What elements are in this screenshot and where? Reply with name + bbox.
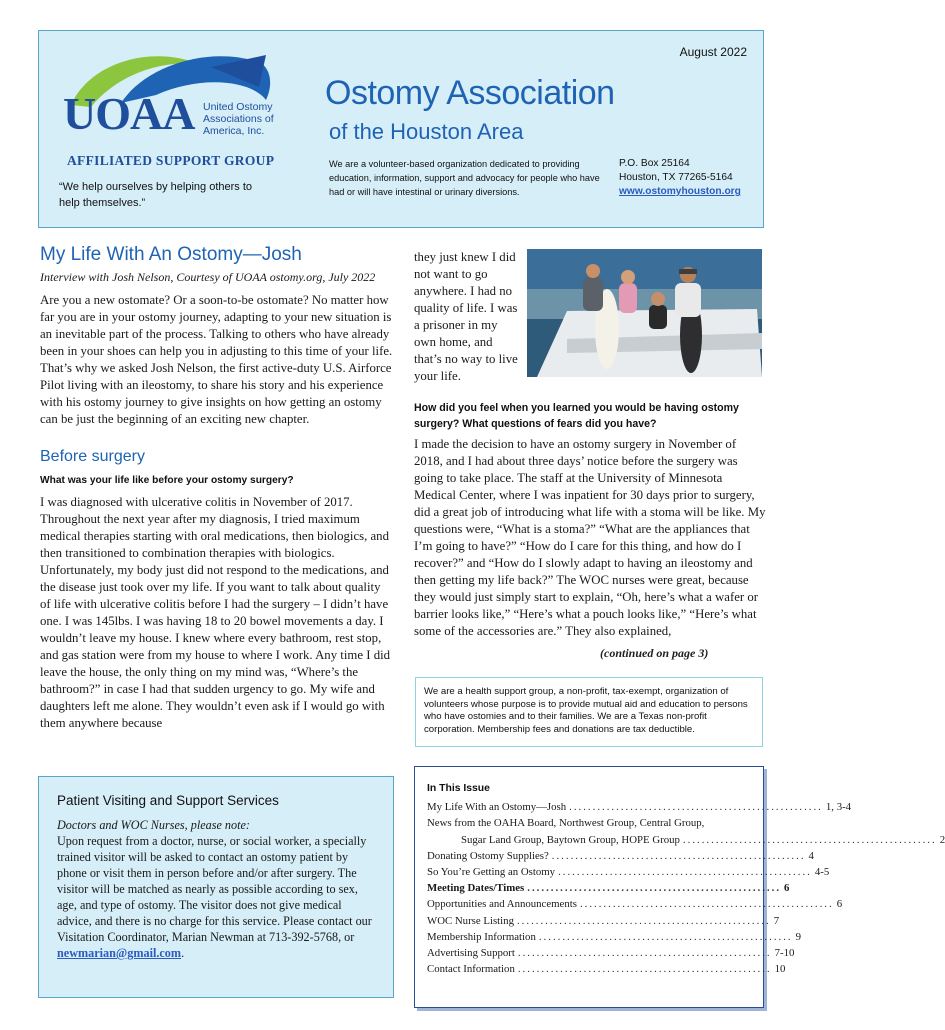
question-2: How did you feel when you learned you would be having ostomy surgery? What questions of fears did you have? (414, 402, 739, 430)
nonprofit-statement-box: We are a health support group, a non-profit, tax-exempt, organization of volunteers whose purpose is to provide mutual aid and education to persons who have ostomies and to their families. We are a Texas non-profit corporation. Membership fees and donations are tax deductible. (415, 677, 763, 747)
article-left-column (40, 246, 394, 732)
patient-visiting-box (38, 776, 394, 998)
answer-1-continued: they just knew I did not want to go anywhere. I had no quality of life. I was a prisoner in my own home, and that’s no way to live your life. (414, 250, 518, 383)
toc-item: My Life With an Ostomy—Josh ...................................................... 1, 3-4 (427, 801, 852, 814)
family-boat-photo (527, 249, 762, 377)
visiting-body-end: . (181, 946, 185, 960)
toc-item: So You’re Getting an Ostomy ...................................................... 4-5 (427, 866, 830, 879)
toc-item: Sugar Land Group, Baytown Group, HOPE Group ...................................................... 2 (461, 833, 945, 846)
affiliated-label: AFFILIATED SUPPORT GROUP (67, 153, 275, 168)
section-heading-before-surgery: Before surgery (40, 448, 145, 465)
visiting-body-text: Upon request from a doctor, nurse, or social worker, a specially trained visitor will be asked to contact an ostomy patient by phone or visit them in person before and/or after surgery. The visitor will be matched as nearly as possible according to sex, age, and type of ostomy. The visitor does not give medical advice, and there is no charge for this service. Please contact our Visitation Coordinator, Marian Newman at 713-392-5768, or (57, 834, 372, 944)
toc-item: News from the OAHA Board, Northwest Group, Central Group, (427, 817, 705, 830)
toc-item: WOC Nurse Listing ...................................................... 7 (427, 914, 780, 927)
issue-date: August 2022 (679, 45, 747, 59)
question-1: What was your life like before your ostomy surgery? (40, 475, 294, 486)
in-this-issue-box (414, 766, 945, 1008)
visiting-subtitle: Doctors and WOC Nurses, please note: (57, 818, 250, 832)
article-title: My Life With An Ostomy—Josh (40, 244, 302, 265)
toc-item: Advertising Support ...................................................... 7-10 (427, 947, 795, 960)
address-line-1: P.O. Box 25164 (619, 158, 690, 169)
org-title: Ostomy Association (325, 74, 615, 112)
toc-item: Opportunities and Announcements ...................................................... 6 (427, 898, 843, 911)
article-intro: Are you a new ostomate? Or a soon-to-be ostomate? No matter how far you are in your ostomy journey, adapting to your new situation is an inevitable part of the process. Talking to others who have already been in your shoes can help you in adjusting to this time of your life. That’s why we asked Josh Nelson, the first active-duty U.S. Airforce Pilot living with an ileostomy, to share his story and his experience with his ostomy journey to give insights on how getting an ostomy can be just the beginning of an exciting new chapter. (40, 293, 393, 426)
answer-1: I was diagnosed with ulcerative colitis in November of 2017. Throughout the next year after my diagnosis, I tried maximum medical therapies starting with oral medications, then biologics, and then transitioned to combination therapies with biologics. Unfortunately, my body just did not respond to the medications, and the disease just took over my life. If you want to talk about quality of life with ulcerative colitis before I had the surgery – I didn’t have one. I was 145lbs. I was having 18 to 20 bowel movements a day. I wouldn’t leave my house. I knew where every bathroom, rest stop, and gas station were from my house to where I work. Any time I did leave the house, the only thing on my mind was, “Where’s the bathroom?” in case I had that sudden urgency to go. My wife and daughters left me alone. They wouldn’t even ask if I would go with them anywhere because (40, 495, 391, 730)
website-link[interactable]: www.ostomyhouston.org (619, 186, 741, 197)
toc-item: Meeting Dates/Times ...................................................... 6 (427, 882, 790, 895)
toc-item: Contact Information ...................................................... 10 (427, 963, 786, 976)
mailing-address (619, 157, 741, 199)
toc-item: Membership Information ...................................................... 9 (427, 930, 802, 943)
continued-note: (continued on page 3) (600, 646, 709, 660)
logo-wordmark: UOAA (63, 88, 195, 139)
coordinator-email-link[interactable]: newmarian@gmail.com (57, 946, 182, 960)
visiting-body (57, 833, 375, 961)
org-subtitle: of the Houston Area (329, 119, 524, 144)
answer-2: I made the decision to have an ostomy surgery in November of 2018, and I had about three days’ notice before the surgery was going to take place. The staff at the University of Minnesota Medical Center, where I was inpatient for 30 days prior to surgery, did a great job of introducing what life with a stoma will be like. My questions were, “What is a stoma?” “What are the appliances that I’m going to have?” “How do I care for this thing, and how do I recover?” and “How do I slowly adapt to having an ileostomy and then getting my life back?” The WOC nurses were great, because they would just simply start to explain, “Oh, here’s what a wafer or barrier looks like,” “Here’s what a pouch looks like,” “Here’s what some of the accessories are.” They also explained, (414, 437, 766, 638)
article-byline: Interview with Josh Nelson, Courtesy of UOAA ostomy.org, July 2022 (40, 270, 376, 284)
toc-item: Donating Ostomy Supplies? ...................................................... 4 (427, 849, 814, 862)
visiting-title: Patient Visiting and Support Services (57, 793, 279, 808)
article-right-wrap-text (414, 249, 520, 385)
logo-subtitle: United Ostomy Associations of America, Inc. (203, 101, 274, 137)
address-line-2: Houston, TX 77265-5164 (619, 172, 733, 183)
motto: “We help ourselves by helping others to help themselves.” (59, 181, 253, 209)
toc-title: In This Issue (427, 783, 490, 794)
article-right-column (414, 400, 766, 640)
mission-statement: We are a volunteer-based organization dedicated to providing education, information, support and advocacy for people who have had or will have intestinal or urinary diversions. (329, 159, 600, 197)
masthead (38, 30, 764, 228)
